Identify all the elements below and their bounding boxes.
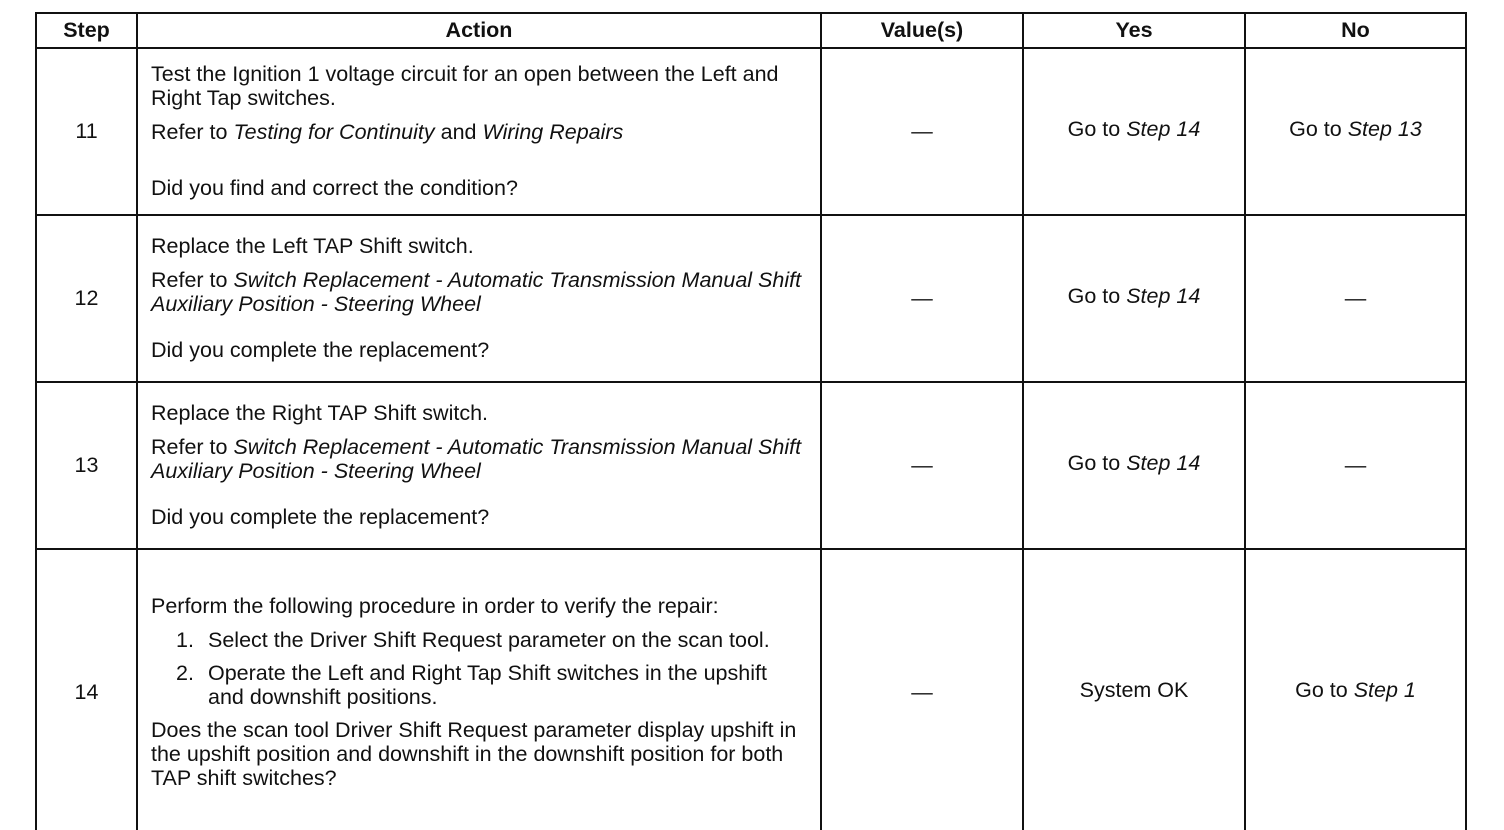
value-dash: —	[911, 286, 933, 310]
yes-cell	[1023, 382, 1245, 549]
diagnostic-table	[35, 12, 1467, 830]
action-instruction: Replace the Right TAP Shift switch.	[151, 401, 488, 425]
reference-link[interactable]: Switch Replacement - Automatic Transmission Manual Shift Auxiliary Position - Steering Wheel	[151, 435, 802, 483]
header-action: Action	[137, 13, 821, 48]
reference-link[interactable]: Wiring Repairs	[482, 120, 624, 144]
header-yes: Yes	[1023, 13, 1245, 48]
value-cell	[821, 549, 1023, 830]
refer-prefix: Refer to	[151, 435, 228, 459]
action-instruction: Replace the Left TAP Shift switch.	[151, 234, 474, 258]
no-dash: —	[1344, 453, 1367, 477]
procedure-item	[176, 628, 808, 652]
step-link[interactable]: Step 13	[1347, 117, 1422, 141]
reference-link[interactable]: Testing for Continuity	[233, 120, 435, 144]
reference-link[interactable]: Switch Replacement - Automatic Transmission Manual Shift Auxiliary Position - Steering Wheel	[151, 268, 802, 316]
no-cell	[1245, 382, 1466, 549]
value-cell	[821, 382, 1023, 549]
value-cell	[821, 48, 1023, 215]
table-row-step-13	[36, 382, 1466, 549]
yes-cell	[1023, 48, 1245, 215]
header-step: Step	[36, 13, 137, 48]
reference-join: and	[440, 120, 477, 144]
refer-prefix: Refer to	[151, 120, 228, 144]
action-instruction: Perform the following procedure in order to verify the repair:	[151, 594, 719, 618]
no-cell	[1245, 549, 1466, 830]
system-ok-text: System OK	[1079, 678, 1189, 702]
action-cell	[137, 215, 821, 382]
step-link[interactable]: Step 14	[1126, 117, 1201, 141]
procedure-item-number: 2.	[176, 661, 194, 685]
action-question: Did you complete the replacement?	[151, 505, 490, 529]
value-dash: —	[911, 119, 933, 143]
step-link[interactable]: Step 1	[1353, 678, 1416, 702]
go-to-prefix: Go to	[1289, 117, 1342, 141]
procedure-item-text: Operate the Left and Right Tap Shift switches in the upshift and downshift positions.	[208, 661, 767, 709]
go-to-prefix: Go to	[1295, 678, 1348, 702]
header-values: Value(s)	[821, 13, 1023, 48]
table-row-step-14	[36, 549, 1466, 830]
no-dash: —	[1344, 286, 1367, 310]
action-reference	[151, 268, 808, 316]
header-no: No	[1245, 13, 1466, 48]
no-cell	[1245, 215, 1466, 382]
action-cell	[137, 382, 821, 549]
go-to-prefix: Go to	[1067, 117, 1121, 141]
step-number: 11	[36, 48, 137, 215]
yes-cell	[1023, 549, 1245, 830]
step-number: 14	[36, 549, 137, 830]
value-dash: —	[911, 453, 933, 477]
go-to-prefix: Go to	[1067, 284, 1121, 308]
yes-cell	[1023, 215, 1245, 382]
step-number: 12	[36, 215, 137, 382]
action-instruction: Test the Ignition 1 voltage circuit for an open between the Left and Right Tap switches.	[151, 62, 779, 110]
procedure-list	[151, 628, 808, 709]
action-reference	[151, 120, 808, 144]
table-row-step-12	[36, 215, 1466, 382]
no-cell	[1245, 48, 1466, 215]
action-cell	[137, 48, 821, 215]
refer-prefix: Refer to	[151, 268, 228, 292]
step-link[interactable]: Step 14	[1126, 284, 1201, 308]
procedure-item-number: 1.	[176, 628, 194, 652]
action-question: Did you complete the replacement?	[151, 338, 490, 362]
procedure-item-text: Select the Driver Shift Request parameter on the scan tool.	[208, 628, 770, 652]
header-row	[36, 13, 1466, 48]
go-to-prefix: Go to	[1067, 451, 1121, 475]
value-cell	[821, 215, 1023, 382]
table-row-step-11	[36, 48, 1466, 215]
procedure-item	[176, 661, 808, 709]
step-number: 13	[36, 382, 137, 549]
value-dash: —	[911, 680, 933, 704]
action-question: Does the scan tool Driver Shift Request parameter display upshift in the upshift position and downshift in the downshift position for both TAP shift switches?	[151, 718, 797, 790]
action-question: Did you find and correct the condition?	[151, 176, 518, 200]
action-reference	[151, 435, 808, 483]
step-link[interactable]: Step 14	[1126, 451, 1201, 475]
action-cell	[137, 549, 821, 830]
